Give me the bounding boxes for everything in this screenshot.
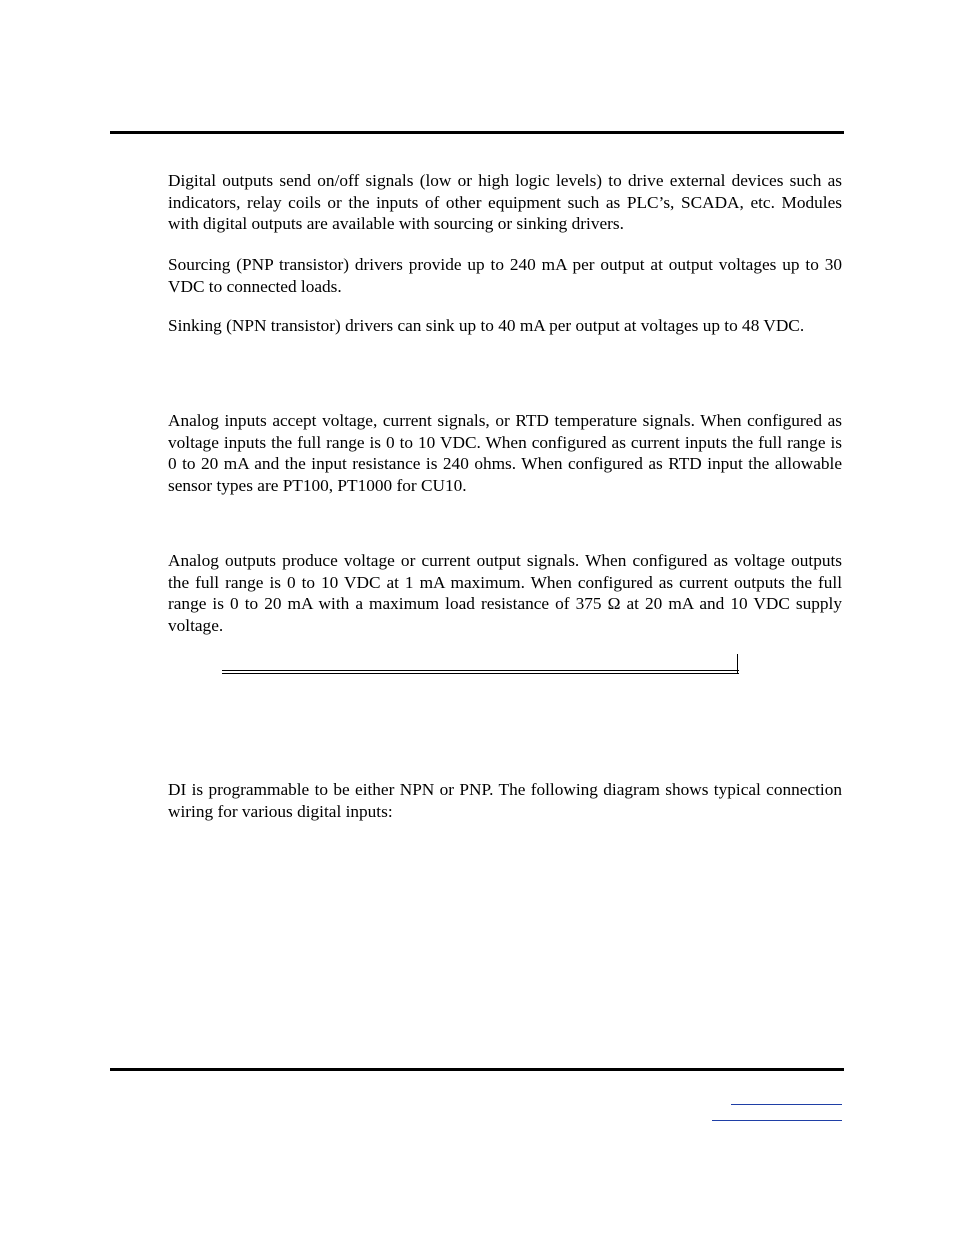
footer-link-underline[interactable] (712, 1120, 842, 1121)
paragraph-di-programmable: DI is programmable to be either NPN or PNP. The following diagram shows typical connection wiring for various digital inputs: (168, 780, 842, 821)
paragraph-analog-inputs: Analog inputs accept voltage, current signals, or RTD temperature signals. When configured as voltage inputs the full range is 0 to 10 VDC. When configured as current inputs the full range is 0 to 20 mA and the input resistance is 240 ohms. When configured as RTD input the allowable sensor types are PT100, PT1000 for CU10. (168, 411, 842, 495)
table-bottom-border (222, 670, 739, 671)
footer-link-underline[interactable] (731, 1104, 842, 1105)
paragraph-sourcing-drivers: Sourcing (PNP transistor) drivers provide up to 240 mA per output at output voltages up to 30 VDC to connected loads. (168, 255, 842, 296)
table-bottom-border-double (222, 673, 739, 674)
header-rule (110, 131, 844, 134)
table-right-border (737, 654, 738, 674)
paragraph-digital-outputs: Digital outputs send on/off signals (low or high logic levels) to drive external devices such as indicators, relay coils or the inputs of other equipment such as PLC’s, SCADA, etc. Modules with digital outputs are available with sourcing or sinking drivers. (168, 171, 842, 233)
table-border-fragment (222, 654, 739, 674)
footer-rule (110, 1068, 844, 1071)
paragraph-analog-outputs: Analog outputs produce voltage or current output signals. When configured as voltage outputs the full range is 0 to 10 VDC at 1 mA maximum. When configured as current outputs the full range is 0 to 20 mA with a maximum load resistance of 375 Ω at 20 mA and 10 VDC supply voltage. (168, 551, 842, 635)
paragraph-sinking-drivers: Sinking (NPN transistor) drivers can sink up to 40 mA per output at voltages up to 48 VDC. (168, 316, 805, 335)
